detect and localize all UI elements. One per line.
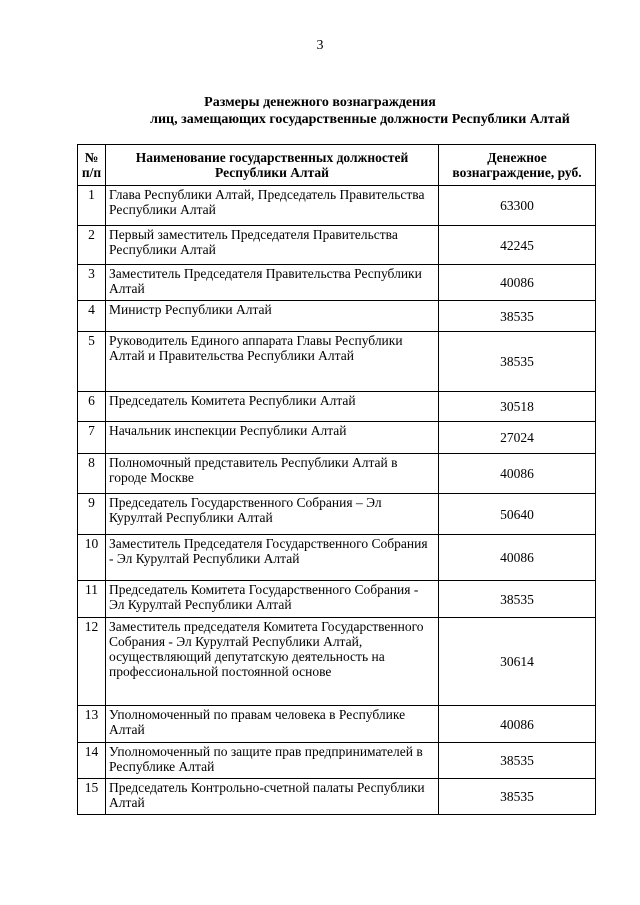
position-name: Заместитель председателя Комитета Государственного Собрания - Эл Курултай Республики Алтай, осуществляющий депутатскую деятельность на профессиональной постоянной основе bbox=[106, 618, 439, 706]
compensation-value: 27024 bbox=[439, 422, 596, 454]
position-name: Полномочный представитель Республики Алтай в городе Москве bbox=[106, 454, 439, 494]
table-row bbox=[78, 392, 596, 422]
row-number: 2 bbox=[78, 226, 106, 265]
compensation-value: 38535 bbox=[439, 779, 596, 815]
table-row bbox=[78, 332, 596, 392]
position-name: Уполномоченный по защите прав предпринимателей в Республике Алтай bbox=[106, 743, 439, 779]
position-name: Председатель Контрольно-счетной палаты Республики Алтай bbox=[106, 779, 439, 815]
compensation-value: 40086 bbox=[439, 265, 596, 301]
table-header-row bbox=[78, 145, 596, 186]
compensation-value: 40086 bbox=[439, 706, 596, 743]
header-pay: Денежное вознаграждение, руб. bbox=[439, 145, 596, 186]
title-line-1: Размеры денежного вознаграждения bbox=[204, 95, 436, 110]
row-number: 10 bbox=[78, 535, 106, 581]
table-body bbox=[78, 186, 596, 815]
position-name: Глава Республики Алтай, Председатель Правительства Республики Алтай bbox=[106, 186, 439, 226]
table-row bbox=[78, 618, 596, 706]
row-number: 15 bbox=[78, 779, 106, 815]
position-name: Заместитель Председателя Государственного Собрания - Эл Курултай Республики Алтай bbox=[106, 535, 439, 581]
title-line-2: лиц, замещающих государственные должности Республики Алтай bbox=[150, 112, 570, 127]
table-row bbox=[78, 494, 596, 535]
table-row bbox=[78, 301, 596, 332]
row-number: 3 bbox=[78, 265, 106, 301]
page-number: 3 bbox=[316, 38, 324, 53]
row-number: 11 bbox=[78, 581, 106, 618]
row-number: 12 bbox=[78, 618, 106, 706]
compensation-table bbox=[77, 144, 596, 815]
row-number: 14 bbox=[78, 743, 106, 779]
table-row bbox=[78, 422, 596, 454]
row-number: 13 bbox=[78, 706, 106, 743]
compensation-value: 50640 bbox=[439, 494, 596, 535]
row-number: 4 bbox=[78, 301, 106, 332]
compensation-value: 38535 bbox=[439, 581, 596, 618]
position-name: Министр Республики Алтай bbox=[106, 301, 439, 332]
row-number: 9 bbox=[78, 494, 106, 535]
document-title bbox=[0, 94, 640, 128]
row-number: 8 bbox=[78, 454, 106, 494]
header-num: № п/п bbox=[78, 145, 106, 186]
compensation-value: 63300 bbox=[439, 186, 596, 226]
position-name: Первый заместитель Председателя Правительства Республики Алтай bbox=[106, 226, 439, 265]
table-row bbox=[78, 743, 596, 779]
compensation-value: 42245 bbox=[439, 226, 596, 265]
compensation-value: 40086 bbox=[439, 535, 596, 581]
table-row bbox=[78, 581, 596, 618]
row-number: 6 bbox=[78, 392, 106, 422]
table-row bbox=[78, 779, 596, 815]
table-row bbox=[78, 706, 596, 743]
table-row bbox=[78, 454, 596, 494]
row-number: 7 bbox=[78, 422, 106, 454]
position-name: Руководитель Единого аппарата Главы Республики Алтай и Правительства Республики Алтай bbox=[106, 332, 439, 392]
row-number: 1 bbox=[78, 186, 106, 226]
table-row bbox=[78, 226, 596, 265]
position-name: Уполномоченный по правам человека в Республике Алтай bbox=[106, 706, 439, 743]
table-row bbox=[78, 535, 596, 581]
compensation-value: 38535 bbox=[439, 743, 596, 779]
position-name: Начальник инспекции Республики Алтай bbox=[106, 422, 439, 454]
compensation-value: 30614 bbox=[439, 618, 596, 706]
position-name: Председатель Комитета Государственного Собрания - Эл Курултай Республики Алтай bbox=[106, 581, 439, 618]
table-row bbox=[78, 265, 596, 301]
position-name: Председатель Комитета Республики Алтай bbox=[106, 392, 439, 422]
compensation-value: 38535 bbox=[439, 301, 596, 332]
position-name: Заместитель Председателя Правительства Республики Алтай bbox=[106, 265, 439, 301]
compensation-value: 40086 bbox=[439, 454, 596, 494]
table-row bbox=[78, 186, 596, 226]
compensation-value: 30518 bbox=[439, 392, 596, 422]
row-number: 5 bbox=[78, 332, 106, 392]
compensation-value: 38535 bbox=[439, 332, 596, 392]
position-name: Председатель Государственного Собрания – Эл Курултай Республики Алтай bbox=[106, 494, 439, 535]
header-name: Наименование государственных должностей Республики Алтай bbox=[106, 145, 439, 186]
